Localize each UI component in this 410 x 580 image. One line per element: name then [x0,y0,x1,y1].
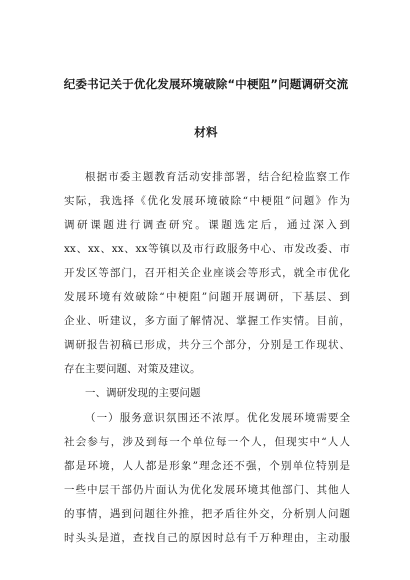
paragraph-line: xx、xx、xx、xx等镇以及市行政服务中心、市发改委、市 [64,243,350,255]
paragraph-line: 调研课题进行调查研究。课题选定后，通过深入到 [64,219,350,231]
paragraph-line: （一）服务意识氛围还不浓厚。优化发展环境需要全 [85,412,350,424]
document-title: 纪委书记关于优化发展环境破除“中梗阻”问题调研交流 [63,77,349,91]
paragraph-line: 的事情，遇到问题往外推，把矛盾往外交，分析别人问题 [64,508,350,520]
document-title-continued: 材料 [194,125,218,139]
paragraph-line: 开发区等部门，召开相关企业座谈会等形式，就全市优化 [64,267,350,279]
paragraph-line: 都是环境，人人都是形象”理念还不强，个别单位特别是 [64,460,350,472]
paragraph-line: 根据市委主题教育活动安排部署，结合纪检监察工作 [85,171,350,183]
paragraph-line: 调研报告初稿已形成，共分三个部分，分别是工作现状、 [64,339,350,351]
section-heading: 一、调研发现的主要问题 [85,387,201,399]
paragraph-line: 实际，我选择《优化发展环境破除“中梗阻”问题》作为 [64,195,350,207]
paragraph-line: 企业、听建议，多方面了解情况、掌握工作实情。目前， [64,315,350,327]
paragraph-line: 社会参与，涉及到每一个单位每一个人，但现实中“人人 [64,436,350,448]
paragraph-line: 存在主要问题、对策及建议。 [64,363,201,375]
paragraph-line: 时头头是道，查找自己的原因时总有千万种理由，主动服 [64,532,350,544]
paragraph-line: 一些中层干部仍片面认为优化发展环境其他部门、其他人 [64,484,350,496]
paragraph-line: 发展环境有效破除“中梗阻”问题开展调研，下基层、到 [64,291,350,303]
